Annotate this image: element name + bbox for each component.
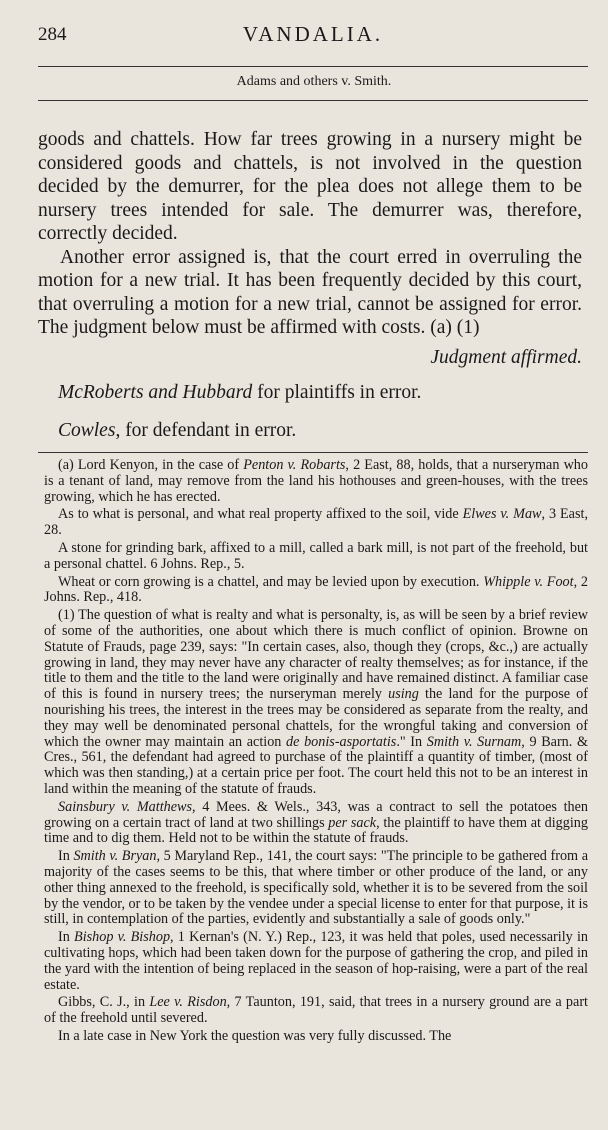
- footnote-text: Wheat or corn growing is a chattel, and may be levied upon by execution.: [58, 573, 484, 590]
- footnote: [44, 608, 588, 798]
- latin-term: de bonis-asportatis: [286, 733, 397, 750]
- footnote-text: , the plaintiff to have them at digging time and to dig them. Held not to be within the statute of frauds.: [44, 814, 588, 847]
- counsel-defendant-role: , for defendant in error.: [115, 419, 297, 441]
- footnote-text: , 2 East, 88, holds, that a nurseryman who is a tenant of land, may remove from the land his hothouses and green-houses, with the trees growing, which he has erected.: [44, 457, 588, 505]
- footnote: [44, 849, 588, 928]
- footnote-text: , 9 Barn. & Cres., 561, the defendant had agreed to purchase of the plaintiff a quantity of timber, (most of which was then standing,) at a certain price per foot. The court held this not to be an interest in land within the meaning of the statute of frauds.: [44, 733, 588, 797]
- case-name: Lee v. Risdon: [149, 994, 227, 1011]
- footnote-text: (a) Lord Kenyon, in the case of: [58, 457, 244, 473]
- footnote-text: , 3 East, 28.: [44, 506, 588, 539]
- case-name: Whipple v. Foot: [483, 573, 574, 590]
- running-title: VANDALIA.: [242, 22, 384, 46]
- footnote-text: , 4 Mees. & Wels., 343, was a contract to sell the potatoes then growing on a certain tract of land at two shillings: [44, 798, 588, 831]
- footnote-text: ." In: [396, 733, 427, 750]
- header-rule: [38, 66, 588, 67]
- case-name: Penton v. Robarts: [243, 457, 346, 473]
- counsel-defendant-name: Cowles: [58, 419, 116, 441]
- opinion-body: [38, 128, 582, 442]
- caption-rule: [38, 100, 588, 101]
- emphasis: using: [388, 686, 419, 703]
- case-name: Bishop v. Bishop: [74, 929, 171, 946]
- counsel-plaintiff: [38, 381, 582, 405]
- counsel-plaintiff-names: McRoberts and Hubbard: [58, 382, 253, 403]
- footnote-text: As to what is personal, and what real property affixed to the soil, vide: [58, 506, 463, 523]
- footnote: [44, 507, 588, 539]
- case-name: Smith v. Bryan: [73, 848, 157, 865]
- page-header: [38, 20, 588, 54]
- footnote: In a late case in New York the question was very fully discussed. The: [58, 1027, 452, 1044]
- footnote: [44, 575, 588, 607]
- latin-term: per sack: [328, 814, 377, 831]
- footnote-text: , 5 Maryland Rep., 141, the court says: "The principle to be gathered from a majority of the cases seems to be this, that where timber or other produce of the land, or any other thing annexed to the freehold, is specifically sold, whether it is to be severed from the soil by the vendor, or to be taken by the vendee under a special license to enter for that purpose, it is still, in contemplation of the parties, evidently and substantially a sale of goods only.": [44, 848, 589, 928]
- counsel-plaintiff-role: for plaintiffs in error.: [252, 382, 422, 403]
- case-name: Smith v. Surnam: [426, 733, 522, 750]
- footnote-text: (1) The question of what is realty and what is personalty, is, as will be seen by a brief review of some of the authorities, one about which there is much conflict of opinion. Browne on Statute of Frauds, page 239, says: "In certain cases, also, though they (crops, &c.,) are actually growing in land, they may never have any character of realty themselves; as for instance, if the title to them and the title to the land were originally and have remained distinct. A familiar case of this is found in nursery trees; the nurseryman merely: [44, 607, 588, 703]
- footnote: [44, 995, 588, 1027]
- judgment-line: Judgment affirmed.: [430, 346, 582, 368]
- footnote: [44, 800, 588, 847]
- opinion-paragraph: Another error assigned is, that the court erred in overruling the motion for a new trial. It has been frequently decided by this court, that overruling a motion for a new trial, cannot be assigned for error. The judgment below must be affirmed with costs. (a) (1): [38, 246, 582, 338]
- footnote: [44, 930, 588, 993]
- footnote-text: the land for the purpose of nourishing his trees, the interest in the trees may be considered as separate from the realty, and they may well be denominated personal chattels, for the wrongful taking and conversion of which the owner may maintain an action: [44, 686, 588, 750]
- counsel-defendant: [38, 419, 582, 443]
- footnote-text: , 7 Taunton, 191, said, that trees in a nursery ground are a part of the freehold until severed.: [44, 994, 588, 1027]
- footnote: [44, 458, 588, 505]
- case-name: Elwes v. Maw: [462, 506, 542, 523]
- footnote: A stone for grinding bark, affixed to a mill, called a bark mill, is not part of the freehold, but a personal chattel. 6 Johns. Rep., 5.: [44, 539, 588, 572]
- footnote-text: , 2 Johns. Rep., 418.: [44, 573, 588, 606]
- footnote-text: , 1 Kernan's (N. Y.) Rep., 123, it was held that poles, used necessarily in cultivating hops, which had been taken down for the purpose of gathering the crop, and piled in the yard with the intention of being replaced in the season of hop-raising, were a part of the real estate.: [44, 929, 588, 993]
- footnotes: [44, 458, 588, 1047]
- case-name: Sainsbury v. Matthews: [58, 798, 193, 815]
- opinion-paragraph: goods and chattels. How far trees growing in a nursery might be considered goods and chattels, is not involved in the question decided by the demurrer, for the plea does not allege them to be nursery trees intended for sale. The demurrer was, therefore, correctly decided.: [38, 129, 582, 244]
- case-caption: Adams and others v. Smith.: [236, 74, 392, 89]
- footnote-text: In: [58, 929, 75, 946]
- footnote-text: Gibbs, C. J., in: [58, 994, 150, 1011]
- footnote-rule: [38, 452, 588, 453]
- page-number: 284: [38, 24, 67, 45]
- footnote-text: In: [58, 848, 74, 865]
